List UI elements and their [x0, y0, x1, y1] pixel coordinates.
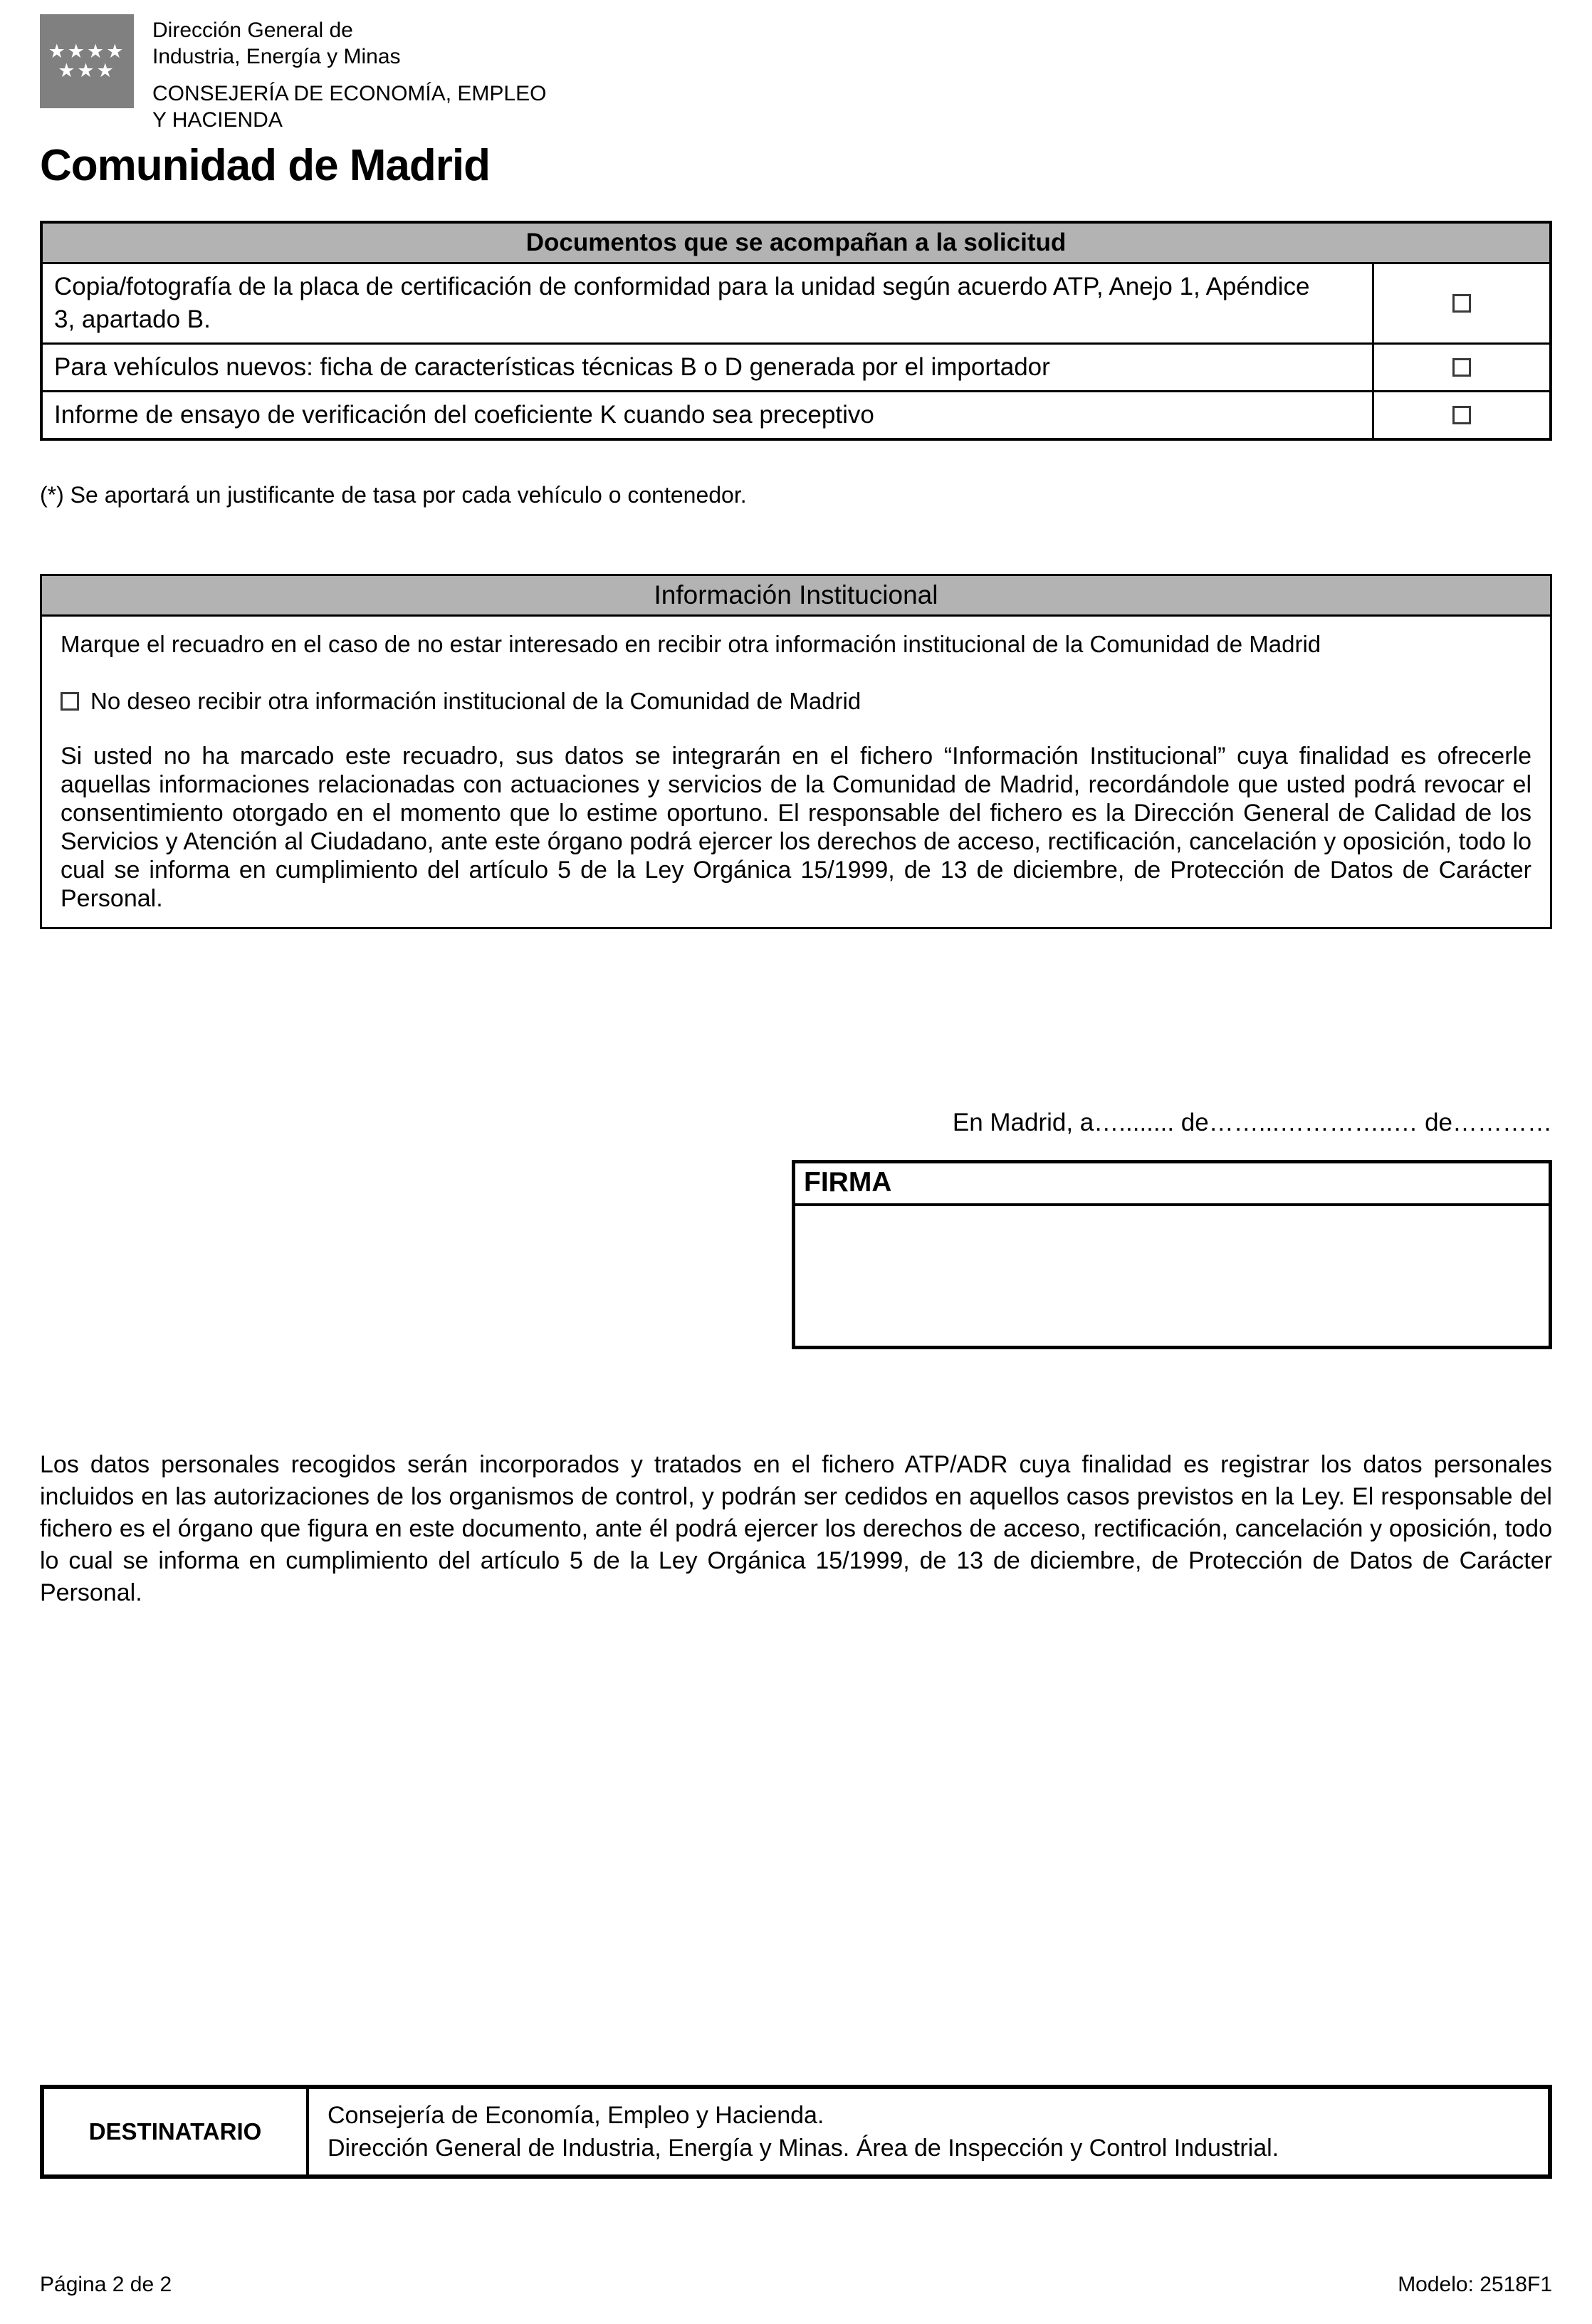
- destinatario-box: [40, 2085, 1552, 2179]
- optout-checkbox[interactable]: [61, 692, 79, 711]
- org-name-line1: Dirección General de: [152, 19, 353, 42]
- page-number: Página 2 de 2: [40, 2273, 172, 2296]
- institutional-section: [40, 574, 1552, 929]
- logo-stars-icon: ★★★: [58, 60, 116, 81]
- document-checkbox[interactable]: [1452, 406, 1471, 424]
- document-checkbox-cell: [1373, 344, 1551, 392]
- document-row-text: Informe de ensayo de verificación del coeficiente K cuando sea preceptivo: [41, 392, 1373, 440]
- destinatario-content: [309, 2089, 1548, 2174]
- documents-table-header: Documentos que se acompañan a la solicitud: [41, 222, 1551, 263]
- org-name-line2: Industria, Energía y Minas: [152, 45, 401, 68]
- signature-box: [792, 1160, 1552, 1349]
- logo-stars-icon: ★★★★: [48, 41, 126, 62]
- institutional-intro: Marque el recuadro en el caso de no estar interesado en recibir otra información institucional de la Comunidad de Madrid: [61, 631, 1321, 657]
- institutional-body: [42, 617, 1550, 927]
- data-protection-text: Los datos personales recogidos serán incorporados y tratados en el fichero ATP/ADR cuya finalidad es registrar los datos personales incluidos en las autorizaciones de los organismos de control, y podrán ser cedidos en aquellos casos previstos en la Ley. El responsable del fichero es el órgano que figura en este documento, ante él podrá ejercer los derechos de acceso, rectificación, cancelación y oposición, todo lo cual se informa en cumplimiento del artículo 5 de la Ley Orgánica 15/1999, de 13 de diciembre, de Protección de Datos de Carácter Personal.: [40, 1451, 1552, 1606]
- optout-row: [61, 688, 1531, 715]
- consejeria-block: [152, 80, 546, 133]
- optout-label: No deseo recibir otra información institucional de la Comunidad de Madrid: [90, 688, 862, 714]
- document-checkbox[interactable]: [1452, 358, 1471, 377]
- document-row: [41, 392, 1551, 440]
- document-row: [41, 263, 1551, 344]
- document-checkbox[interactable]: [1452, 294, 1471, 313]
- document-checkbox-cell: [1373, 392, 1551, 440]
- institutional-header: Información Institucional: [42, 576, 1550, 617]
- institutional-privacy-text: Si usted no ha marcado este recuadro, sus datos se integrarán en el fichero “Información Institucional” cuya finalidad es ofrecerle aquellas informaciones relacionadas con actuaciones y servicios de la Comunidad de Madrid, recordándole que usted podrá revocar el consentimiento otorgado en el momento que lo estime oportuno. El responsable del fichero es la Dirección General de Calidad de los Servicios y Atención al Ciudadano, ante este órgano podrá ejercer los derechos de acceso, rectificación, cancelación y oposición, todo lo cual se informa en cumplimiento del artículo 5 de la Ley Orgánica 15/1999, de 13 de diciembre, de Protección de Datos de Carácter Personal.: [61, 743, 1531, 912]
- consejeria-line2: Y HACIENDA: [152, 108, 283, 132]
- signature-label: FIRMA: [795, 1163, 1549, 1206]
- document-row-text: Copia/fotografía de la placa de certificación de conformidad para la unidad según acuerdo ATP, Anejo 1, Apéndice 3, apartado B.: [41, 263, 1373, 344]
- page-title: Comunidad de Madrid: [40, 141, 490, 190]
- destinatario-label: DESTINATARIO: [44, 2089, 309, 2174]
- document-checkbox-cell: [1373, 263, 1551, 344]
- signature-area[interactable]: [795, 1206, 1549, 1346]
- page-header: [40, 14, 1552, 133]
- comunidad-de-madrid-logo: [40, 14, 134, 108]
- date-line: En Madrid, a…........ de……...…………..… de…………: [952, 1109, 1552, 1136]
- documents-table: [40, 221, 1552, 441]
- consejeria-line1: CONSEJERÍA DE ECONOMÍA, EMPLEO: [152, 82, 547, 105]
- org-block: [152, 14, 546, 133]
- model-number: Modelo: 2518F1: [1398, 2273, 1552, 2296]
- destinatario-line1: Consejería de Economía, Empleo y Hacienda.: [328, 2102, 824, 2129]
- document-row: [41, 344, 1551, 392]
- document-row-text: Para vehículos nuevos: ficha de características técnicas B o D generada por el importador: [41, 344, 1373, 392]
- page-footer: [40, 2273, 1552, 2297]
- fee-footnote: (*) Se aportará un justificante de tasa por cada vehículo o contenedor.: [40, 482, 747, 508]
- destinatario-line2: Dirección General de Industria, Energía y Minas. Área de Inspección y Control Industrial.: [328, 2135, 1279, 2162]
